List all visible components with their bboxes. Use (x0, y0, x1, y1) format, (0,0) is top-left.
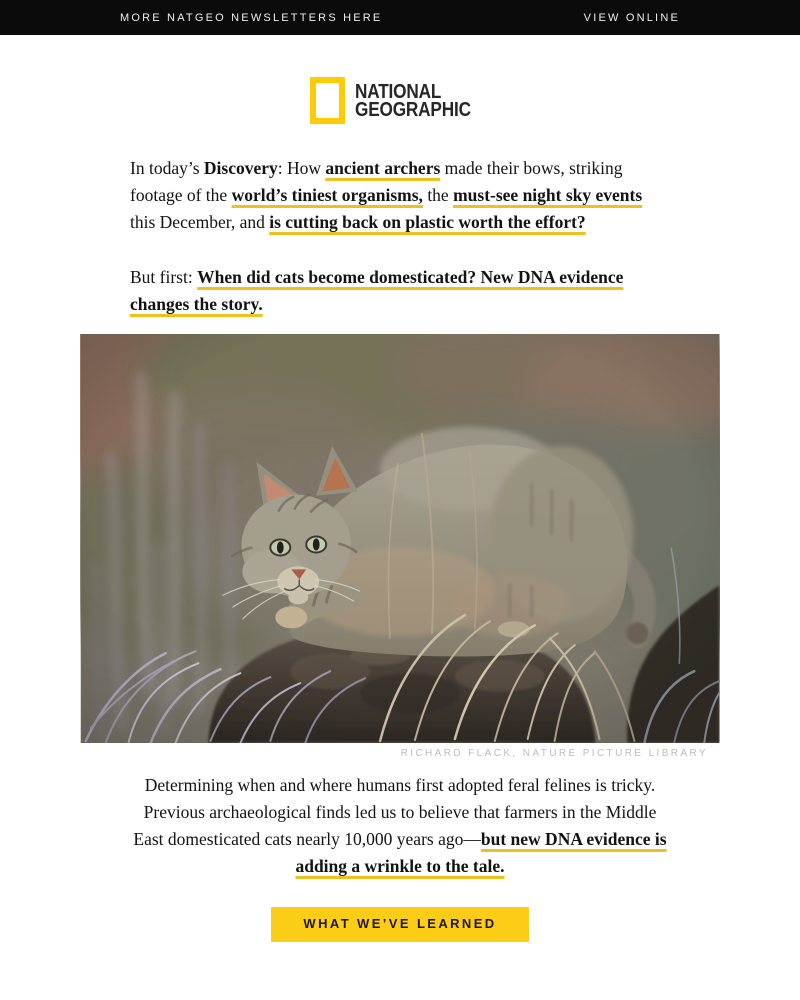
more-newsletters-link[interactable]: MORE NATGEO NEWSLETTERS HERE (120, 11, 383, 24)
natgeo-yellow-frame-icon (310, 77, 345, 124)
photo-credit: RICHARD FLACK, NATURE PICTURE LIBRARY (400, 748, 708, 759)
link-cats-domesticated-story[interactable]: When did cats become domesticated? New DNA evidence changes the story. (130, 267, 624, 314)
link-cutting-back-plastic[interactable]: is cutting back on plastic worth the effort? (269, 212, 586, 232)
hero-image[interactable] (80, 334, 720, 743)
hero-figure (80, 334, 720, 743)
link-night-sky-events[interactable]: must-see night sky events (453, 185, 643, 205)
intro-text: the (422, 185, 454, 205)
logo-line-2: GEOGRAPHIC (355, 98, 471, 121)
view-online-link[interactable]: VIEW ONLINE (583, 11, 680, 24)
what-weve-learned-button[interactable]: WHAT WE’VE LEARNED (271, 907, 528, 942)
intro-text: made their bows, striking footage of the (130, 158, 623, 205)
but-first-text: But first: (130, 267, 198, 287)
discovery-label: Discovery (203, 158, 278, 178)
logo-header (0, 77, 800, 124)
but-first-paragraph (130, 264, 670, 318)
article-paragraph (130, 772, 670, 880)
natgeo-logo[interactable] (310, 77, 490, 124)
topbar (0, 0, 800, 35)
natgeo-logo-text (355, 80, 471, 121)
intro-text: In today’s (130, 158, 204, 178)
intro-text: this December, and (130, 212, 270, 232)
link-ancient-archers[interactable]: ancient archers (325, 158, 441, 178)
link-tiniest-organisms[interactable]: world’s tiniest organisms, (231, 185, 423, 205)
article-text: Determining when and where humans first adopted feral felines is tricky. Previous archaeological finds led us to believe that farmers in the Middle East domesticated cats nearly 10,000 years ago— (133, 775, 657, 849)
intro-text: : How (277, 158, 326, 178)
logo-line-1: NATIONAL (355, 80, 442, 103)
cta-row (0, 907, 800, 942)
intro-paragraph (130, 155, 670, 236)
topbar-inner (80, 12, 720, 24)
wildcat-photo-illustration (80, 334, 720, 743)
link-dna-wrinkle[interactable]: but new DNA evidence is adding a wrinkle to the tale. (295, 829, 667, 876)
